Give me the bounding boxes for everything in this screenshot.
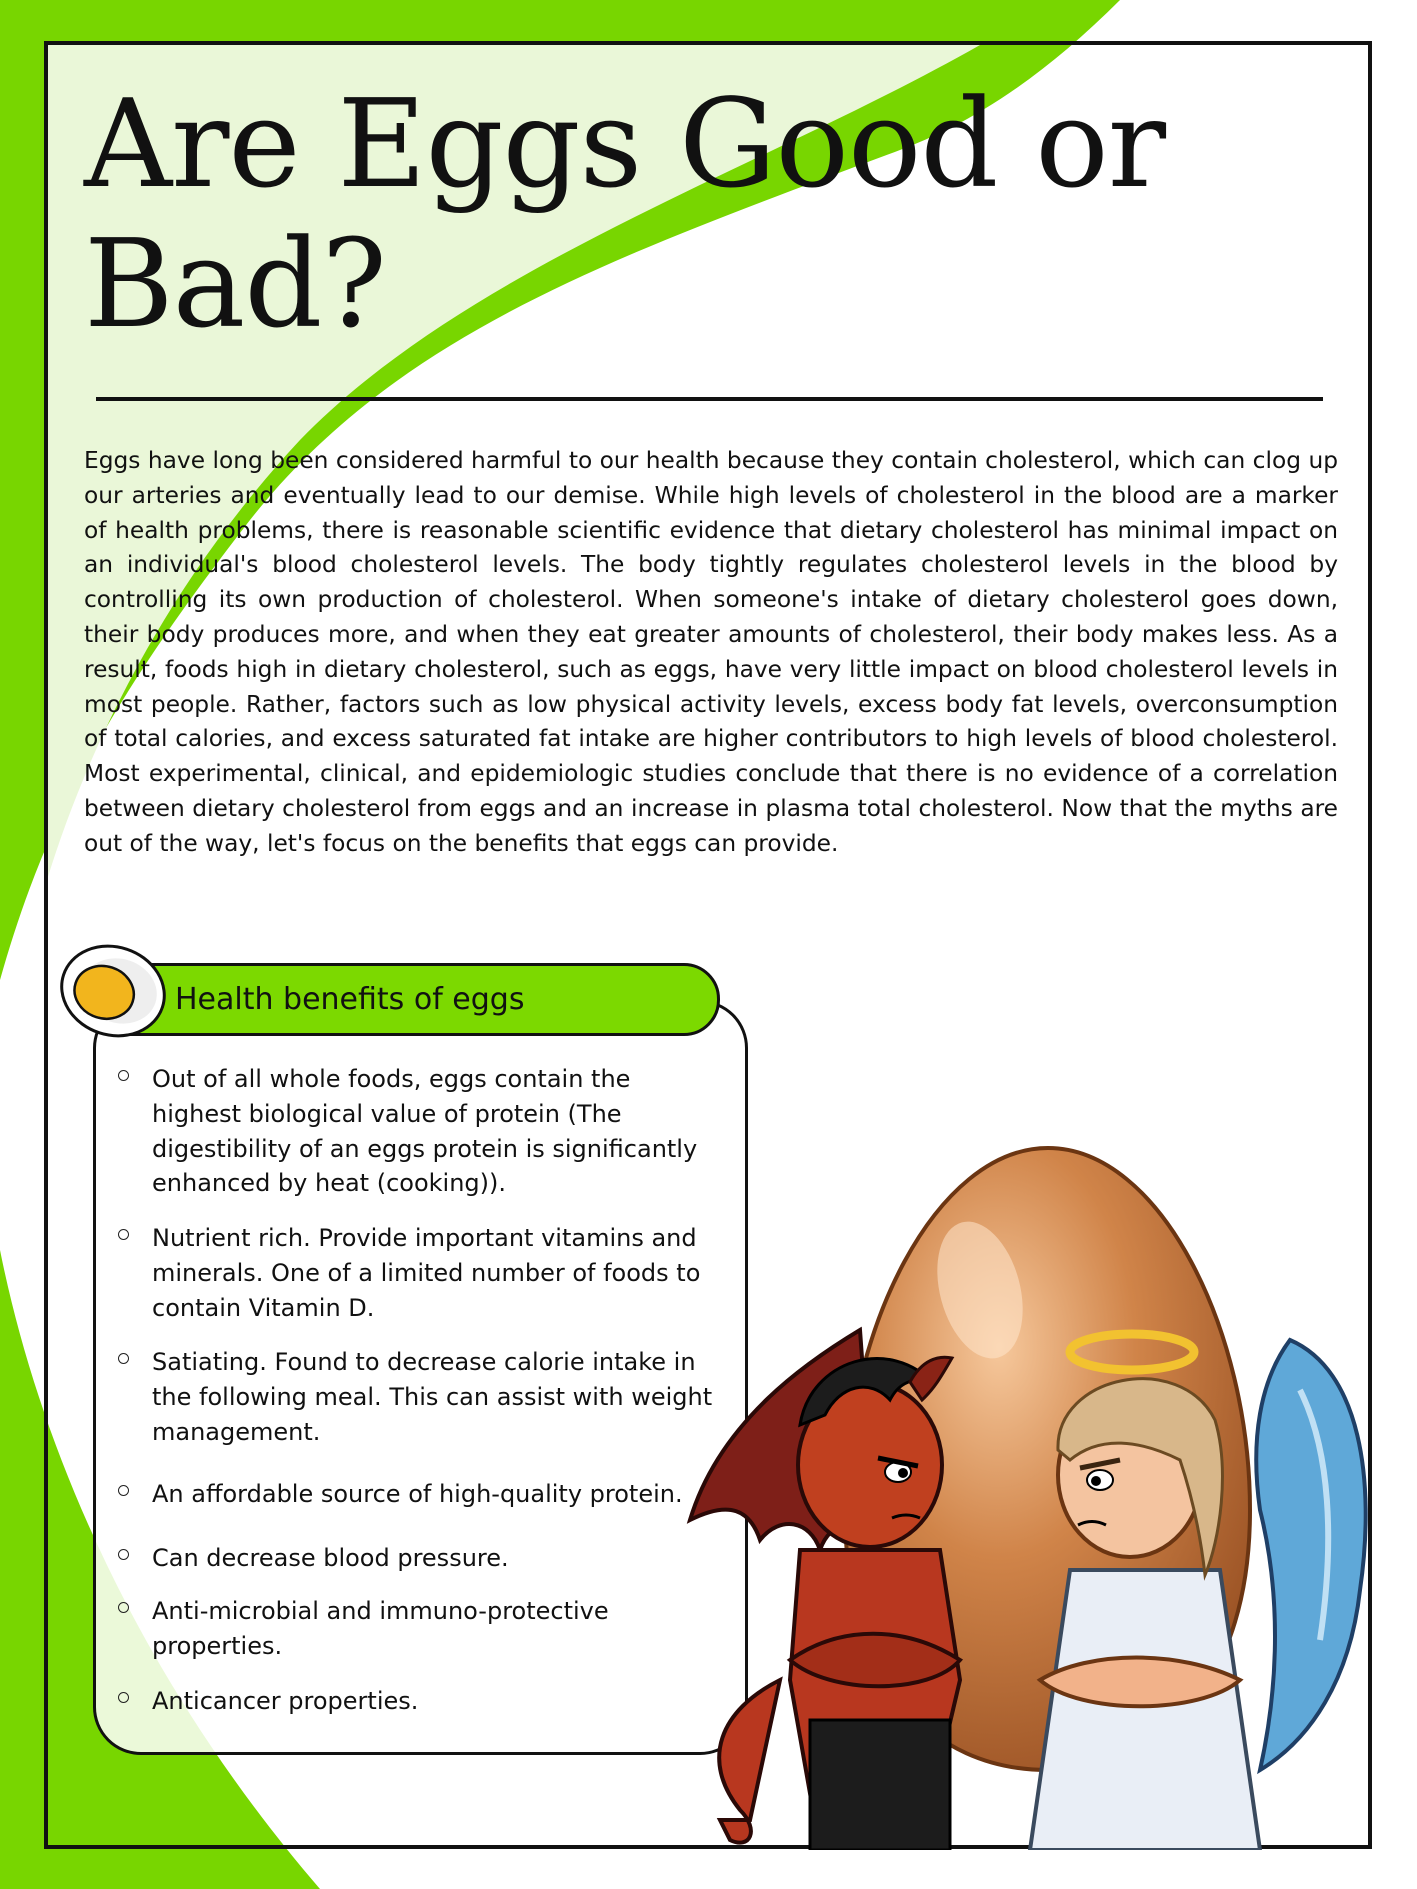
devil-tail-icon [719, 1680, 780, 1843]
devil-angel-egg-illustration [660, 1120, 1376, 1850]
circle-bullet-icon [118, 1485, 129, 1496]
intro-paragraph: Eggs have long been considered harmful to our health because they contain cholesterol, which can clog up our arteries and eventually lead to our demise. While high levels of cholesterol in the blood are a marker of health problems, there is reasonable scientific evidence that dietary cholesterol has minimal impact on an individual's blood cholesterol levels. The body tightly regulates cholesterol levels in the blood by controlling its own production of cholesterol. When someone's intake of dietary cholesterol goes down, their body produces more, and when they eat greater amounts of cholesterol, their body makes less. As a result, foods high in dietary cholesterol, such as eggs, have very little impact on blood cholesterol levels in most people. Rather, factors such as low physical activity levels, excess body fat levels, overconsumption of total calories, and excess saturated fat intake are higher contributors to high levels of blood cholesterol. Most experimental, clinical, and epidemiologic studies conclude that there is no evidence of a correlation between dietary cholesterol from eggs and an increase in plasma total cholesterol. Now that the myths are out of the way, let's focus on the benefits that eggs can provide. [84, 447, 1338, 857]
benefits-title: Health benefits of eggs [175, 982, 525, 1017]
benefit-text: Can decrease blood pressure. [152, 1544, 509, 1572]
devil-character [790, 1357, 960, 1850]
benefit-text: Satiating. Found to decrease calorie intake in the following meal. This can assist with weight management. [152, 1348, 713, 1446]
circle-bullet-icon [118, 1602, 129, 1613]
page-title: Are Eggs Good or Bad? [84, 73, 1166, 355]
circle-bullet-icon [118, 1229, 129, 1240]
circle-bullet-icon [118, 1549, 129, 1560]
benefit-text: Out of all whole foods, eggs contain the highest biological value of protein (The digestibility of an eggs protein is significantly enhanced by heat (cooking)). [152, 1065, 698, 1198]
angel-wing-icon [1256, 1340, 1365, 1770]
boiled-egg-icon [55, 933, 171, 1049]
circle-bullet-icon [118, 1353, 129, 1364]
benefit-text: Nutrient rich. Provide important vitamins and minerals. One of a limited number of foods to contain Vitamin D. [152, 1224, 701, 1322]
benefit-text: Anti-microbial and immuno-protective properties. [152, 1597, 609, 1660]
benefit-text: Anticancer properties. [152, 1687, 419, 1715]
title-divider [96, 397, 1323, 401]
circle-bullet-icon [118, 1070, 129, 1081]
benefit-text: An affordable source of high-quality protein. [152, 1480, 683, 1508]
circle-bullet-icon [118, 1692, 129, 1703]
